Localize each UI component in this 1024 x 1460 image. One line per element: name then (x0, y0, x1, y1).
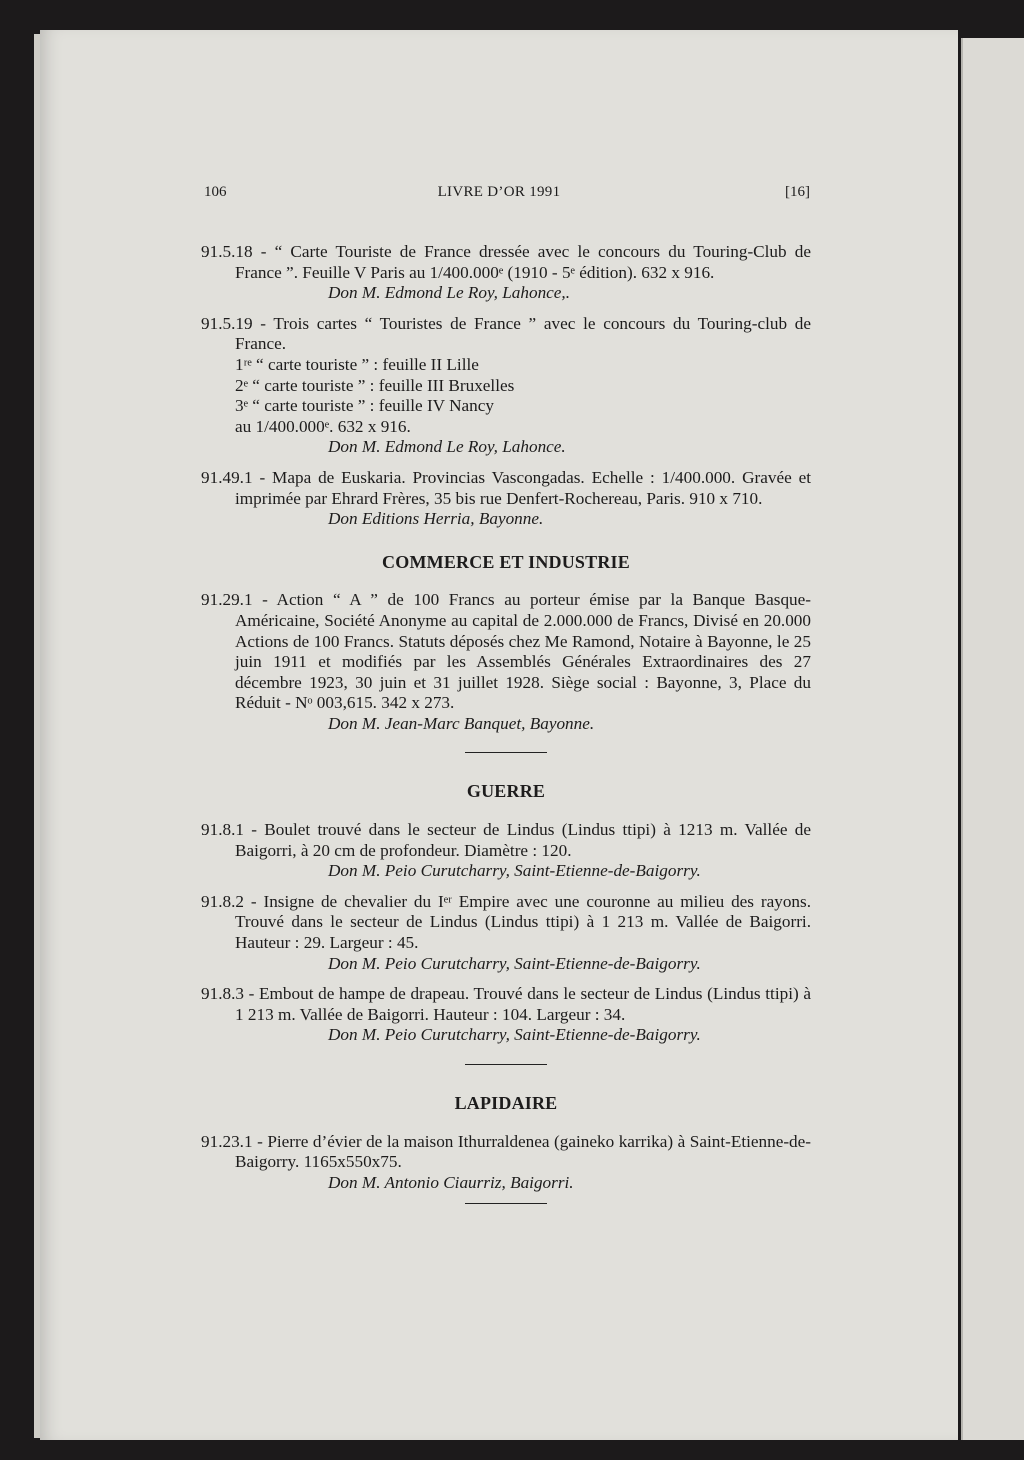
section-heading-lapidaire: LAPIDAIRE (454, 1093, 558, 1113)
entry-text: 91.23.1 - Pierre d’évier de la maison Ithurraldenea (gaineko karrika) à Saint-Etienne-de-Baigorry. 1165x550x75. (201, 1131, 811, 1172)
entry-91-49-1 (201, 468, 811, 530)
section-heading-guerre: GUERRE (466, 781, 546, 802)
entry-text: 91.8.2 - Insigne de chevalier du Iᵉʳ Empire avec une couronne au milieu des rayons. Trouvé dans le secteur de Lindus (Lindus ttipi) à 1 213 m. Vallée de Baigorri. Hauteur : 29. Largeur : 45. (201, 891, 811, 953)
entry-donor: Don Editions Herria, Bayonne. (328, 509, 544, 529)
entry-91-23-1 (201, 1132, 811, 1194)
entry-donor: Don M. Peio Curutcharry, Saint-Etienne-de-Baigorry. (328, 861, 701, 881)
entry-text: 91.8.1 - Boulet trouvé dans le secteur de Lindus (Lindus ttipi) à 1213 m. Vallée de Baigorri, à 20 cm de profondeur. Diamètre : 120. (201, 820, 811, 860)
facing-page-edge (961, 38, 1024, 1440)
book-page (40, 30, 958, 1440)
page-content (40, 30, 958, 1440)
entry-text: 91.49.1 - Mapa de Euskaria. Provincias Vascongadas. Echelle : 1/400.000. Gravée et imprimée par Ehrard Frères, 35 bis rue Denfert-Rochereau, Paris. 910 x 710. (201, 467, 811, 508)
section-divider (465, 1203, 547, 1204)
entry-91-8-1 (201, 820, 811, 882)
running-header (40, 184, 958, 206)
entry-subline: 3ᵉ “ carte touriste ” : feuille IV Nancy (235, 396, 494, 416)
entry-donor: Don M. Edmond Le Roy, Lahonce,. (328, 283, 571, 303)
entry-text: 91.5.19 - Trois cartes “ Touristes de France ” avec le concours du Touring-club de France. (201, 313, 811, 354)
page-number: 106 (204, 184, 227, 200)
entry-donor: Don M. Jean-Marc Banquet, Bayonne. (328, 713, 595, 733)
entry-donor: Don M. Antonio Ciaurriz, Baigorri. (328, 1172, 574, 1192)
entry-91-8-2 (201, 892, 811, 974)
entry-text: 91.5.18 - “ Carte Touriste de France dressée avec le concours du Touring-Club de France ”. Feuille V Paris au 1/400.000ᵉ (1910 - 5ᵉ édition). 632 x 916. (201, 242, 811, 282)
section-divider (465, 752, 547, 753)
entry-91-5-18 (201, 242, 811, 304)
entry-91-29-1 (201, 590, 811, 734)
entry-donor: Don M. Edmond Le Roy, Lahonce. (328, 437, 566, 457)
entry-subline: au 1/400.000ᵉ. 632 x 916. (235, 416, 411, 436)
entry-91-5-19 (201, 314, 811, 458)
catalogue-body (201, 242, 811, 1232)
entry-text: 91.29.1 - Action “ A ” de 100 Francs au porteur émise par la Banque Basque-Américaine, Société Anonyme au capital de 2.000.000 de Francs, Divisé en 20.000 Actions de 100 Francs. Statuts déposés chez Me Ramond, Notaire à Bayonne, le 25 juin 1911 et modifiés par les Assemblés Générales Extraordinaires des 27 décembre 1923, 30 juin et 31 juillet 1928. Siège social : Bayonne, 3, Place du Réduit - Nᵒ 003,615. 342 x 273. (201, 590, 811, 713)
section-divider (465, 1064, 547, 1065)
section-heading-commerce: COMMERCE ET INDUSTRIE (382, 551, 630, 572)
entry-subline: 2ᵉ “ carte touriste ” : feuille III Bruxelles (235, 375, 515, 395)
running-title: LIVRE D’OR 1991 (437, 184, 561, 200)
page-reference: [16] (785, 184, 810, 200)
entry-donor: Don M. Peio Curutcharry, Saint-Etienne-de-Baigorry. (328, 953, 701, 973)
entry-subline: 1ʳᵉ “ carte touriste ” : feuille II Lille (235, 354, 479, 374)
entry-91-8-3 (201, 984, 811, 1046)
entry-text: 91.8.3 - Embout de hampe de drapeau. Trouvé dans le secteur de Lindus (Lindus ttipi) à 1 213 m. Vallée de Baigorri. Hauteur : 104. Largeur : 34. (201, 984, 811, 1024)
entry-donor: Don M. Peio Curutcharry, Saint-Etienne-de-Baigorry. (328, 1025, 701, 1045)
